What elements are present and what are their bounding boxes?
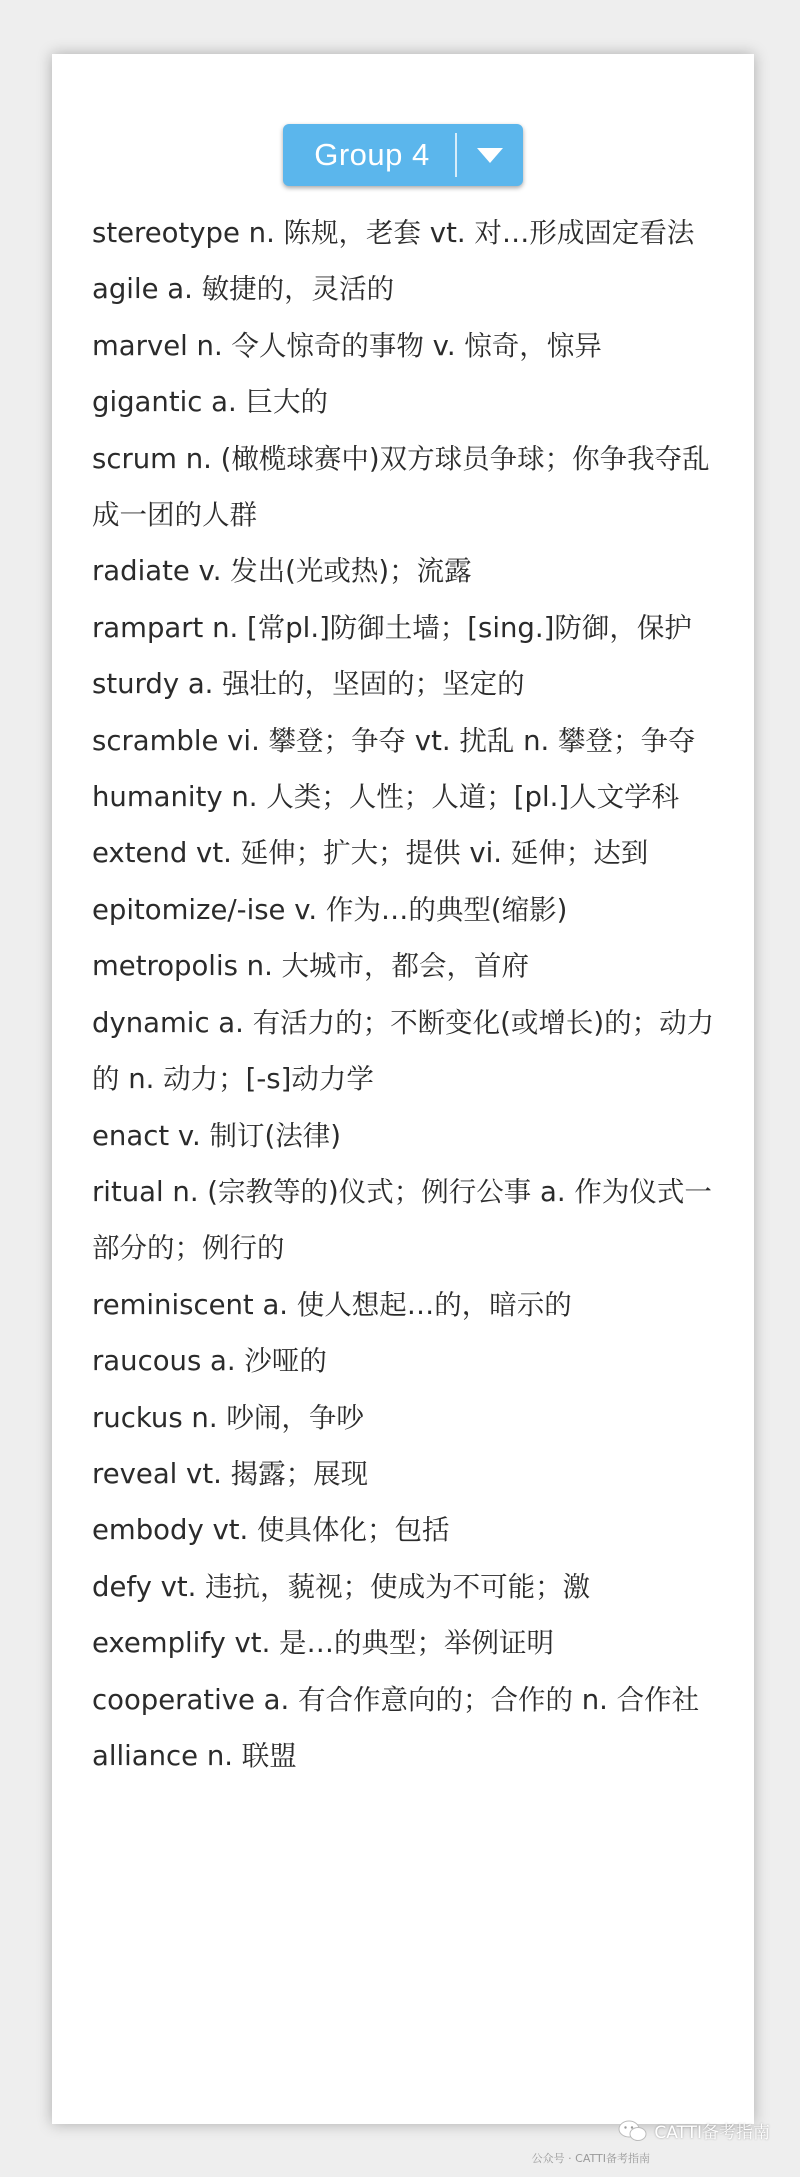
vocab-entry: epitomize/-ise v. 作为…的典型(缩影) [92,893,568,926]
vocab-entry: scramble vi. 攀登；争夺 vt. 扰乱 n. 攀登；争夺 [92,724,696,757]
group-label: Group 4 [314,137,430,172]
watermark-subtext: 公众号 · CATTI备考指南 [531,2152,650,2165]
vocab-entry: gigantic a. 巨大的 [92,386,328,419]
vocab-entry: embody vt. 使具体化；包括 [92,1514,450,1547]
vocab-entry: extend vt. 延伸；扩大；提供 vi. 延伸；达到 [92,837,649,870]
vocab-entry: reminiscent a. 使人想起…的，暗示的 [92,1288,572,1321]
vocab-entry: enact v. 制订(法律) [92,1119,341,1152]
triangle-down-icon[interactable] [457,124,523,186]
vocabulary-list [92,205,732,1784]
wechat-icon [618,2119,648,2143]
vocab-entry: radiate v. 发出(光或热)；流露 [92,555,472,588]
vocab-entry: exemplify vt. 是…的典型；举例证明 [92,1627,555,1660]
vocab-entry: scrum n. (橄榄球赛中)双方球员争球；你争我夺乱成一团的人群 [92,442,710,532]
vocab-entry: sturdy a. 强壮的，坚固的；坚定的 [92,668,525,701]
vocab-entry: dynamic a. 有活力的；不断变化(或增长)的；动力的 n. 动力；[-s]动力学 [92,1006,715,1096]
group-dropdown[interactable] [283,124,523,186]
vocab-entry: rampart n. [常pl.]防御土墙；[sing.]防御，保护 [92,611,692,644]
vocab-entry: metropolis n. 大城市，都会，首府 [92,950,530,983]
vocab-entry: alliance n. 联盟 [92,1739,297,1772]
vocab-entry: humanity n. 人类；人性；人道；[pl.]人文学科 [92,781,680,814]
vocab-entry: marvel n. 令人惊奇的事物 v. 惊奇，惊异 [92,329,602,362]
vocab-entry: ruckus n. 吵闹，争吵 [92,1401,364,1434]
vocab-entry: raucous a. 沙哑的 [92,1345,327,1378]
watermark-text: CATTI备考指南 [654,2123,770,2143]
vocab-entry: stereotype n. 陈规，老套 vt. 对…形成固定看法 [92,217,695,249]
vocab-entry: cooperative a. 有合作意向的；合作的 n. 合作社 [92,1683,700,1716]
watermark [618,2118,770,2143]
vocab-entry: defy vt. 违抗，藐视；使成为不可能；激 [92,1570,591,1603]
vocabulary-card [52,54,754,2124]
vocab-entry: ritual n. (宗教等的)仪式；例行公事 a. 作为仪式一部分的；例行的 [92,1175,712,1265]
vocab-entry: agile a. 敏捷的，灵活的 [92,273,395,306]
vocab-entry: reveal vt. 揭露；展现 [92,1457,369,1490]
